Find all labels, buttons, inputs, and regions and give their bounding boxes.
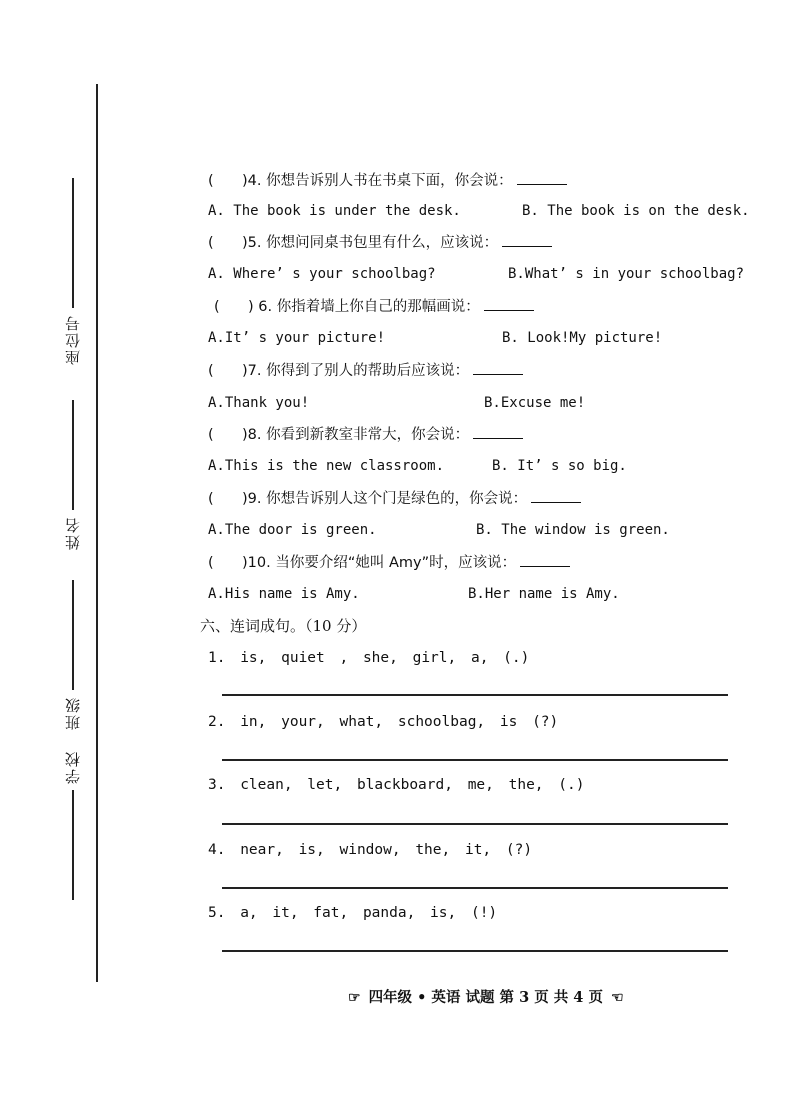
sentence-item-4: 4. near, is, window, the, it, (?) (208, 842, 533, 858)
question-4 (208, 170, 567, 191)
answer-line-5[interactable] (222, 950, 728, 952)
option-a: A. The book is under the desk. (208, 203, 461, 219)
question-prompt: 你想问同桌书包里有什么，应该说： (266, 235, 499, 251)
binding-margin-line (96, 84, 98, 982)
answer-blank[interactable] (473, 424, 523, 439)
name-label: 姓名 (64, 516, 82, 550)
question-8 (208, 424, 523, 445)
question-prompt: 你想告诉别人书在书桌下面，你会说： (266, 173, 513, 189)
answer-blank[interactable] (520, 552, 570, 567)
seat-blank (72, 178, 74, 308)
question-7 (208, 360, 523, 381)
question-7-options (208, 393, 586, 413)
sentence-item-3: 3. clean, let, blackboard, me, the, (.) (208, 777, 585, 793)
seat-field (64, 178, 82, 371)
question-prompt: 你得到了别人的帮助后应该说： (266, 363, 470, 379)
question-10-options (208, 584, 620, 604)
question-prompt: 你指着墙上你自己的那幅画说： (276, 299, 480, 315)
question-4-options (208, 201, 750, 221)
sentence-item-2: 2. in, your, what, schoolbag, is (?) (208, 714, 559, 730)
question-9 (208, 488, 581, 509)
question-10 (208, 552, 570, 573)
option-a: A.It’ s your picture! (208, 330, 386, 346)
option-b: B.Her name is Amy. (468, 586, 620, 602)
footer-text: 四年级 • 英语 试题 第 3 页 共 4 页 (368, 989, 603, 1006)
answer-paren[interactable]: ( (208, 427, 214, 443)
question-number: )7. (242, 363, 262, 379)
answer-blank[interactable] (484, 296, 534, 311)
answer-line-4[interactable] (222, 887, 728, 889)
question-5-options (208, 264, 745, 284)
class-blank (72, 580, 74, 690)
question-prompt: 当你要介绍“她叫 Amy”时，应该说： (275, 555, 517, 571)
question-number: )4. (242, 173, 262, 189)
question-number: )10. (242, 555, 271, 571)
answer-line-2[interactable] (222, 759, 728, 761)
sentence-item-1: 1. is, quiet , she, girl, a, (.) (208, 650, 530, 666)
answer-blank[interactable] (473, 360, 523, 375)
page-footer (340, 986, 632, 1007)
question-number: ) 6. (248, 299, 273, 315)
question-number: )9. (242, 491, 262, 507)
question-6-options (208, 328, 663, 348)
section-6-title: 六、连词成句。（10 分） (200, 617, 367, 635)
option-b: B. The book is on the desk. (522, 203, 750, 219)
pointing-right-hand-icon: ☞ (348, 990, 361, 1006)
option-b: B. It’ s so big. (492, 458, 627, 474)
question-prompt: 你看到新教室非常大，你会说： (266, 427, 470, 443)
option-a: A.Thank you! (208, 395, 310, 411)
option-a: A.This is the new classroom. (208, 458, 445, 474)
school-label: 学校 (64, 750, 82, 784)
answer-paren[interactable]: ( (208, 173, 214, 189)
option-a: A.The door is green. (208, 522, 377, 538)
option-b: B.What’ s in your schoolbag? (508, 266, 745, 282)
answer-paren[interactable]: ( (208, 555, 214, 571)
answer-paren[interactable]: ( (208, 235, 214, 251)
class-school-field (64, 580, 82, 900)
answer-line-1[interactable] (222, 694, 728, 696)
question-number: )5. (242, 235, 262, 251)
question-9-options (208, 520, 670, 540)
pointing-left-hand-icon: ☜ (610, 990, 624, 1006)
seat-label: 座位号 (64, 314, 82, 365)
option-b: B.Excuse me! (484, 395, 586, 411)
question-5 (208, 232, 552, 253)
question-prompt: 你想告诉别人这个门是绿色的，你会说： (266, 491, 528, 507)
option-a: A. Where’ s your schoolbag? (208, 266, 436, 282)
answer-paren[interactable]: ( (208, 363, 214, 379)
question-6 (214, 296, 534, 317)
option-b: B. The window is green. (476, 522, 670, 538)
answer-blank[interactable] (531, 488, 581, 503)
answer-paren[interactable]: ( (214, 299, 220, 315)
answer-blank[interactable] (502, 232, 552, 247)
option-a: A.His name is Amy. (208, 586, 360, 602)
name-blank (72, 400, 74, 510)
school-blank (72, 790, 74, 900)
name-field (64, 400, 82, 556)
option-b: B. Look!My picture! (502, 330, 663, 346)
question-8-options (208, 456, 627, 476)
answer-line-3[interactable] (222, 823, 728, 825)
answer-blank[interactable] (517, 170, 567, 185)
answer-paren[interactable]: ( (208, 491, 214, 507)
sentence-item-5: 5. a, it, fat, panda, is, (!) (208, 905, 498, 921)
class-label: 班级 (64, 696, 82, 730)
question-number: )8. (242, 427, 262, 443)
